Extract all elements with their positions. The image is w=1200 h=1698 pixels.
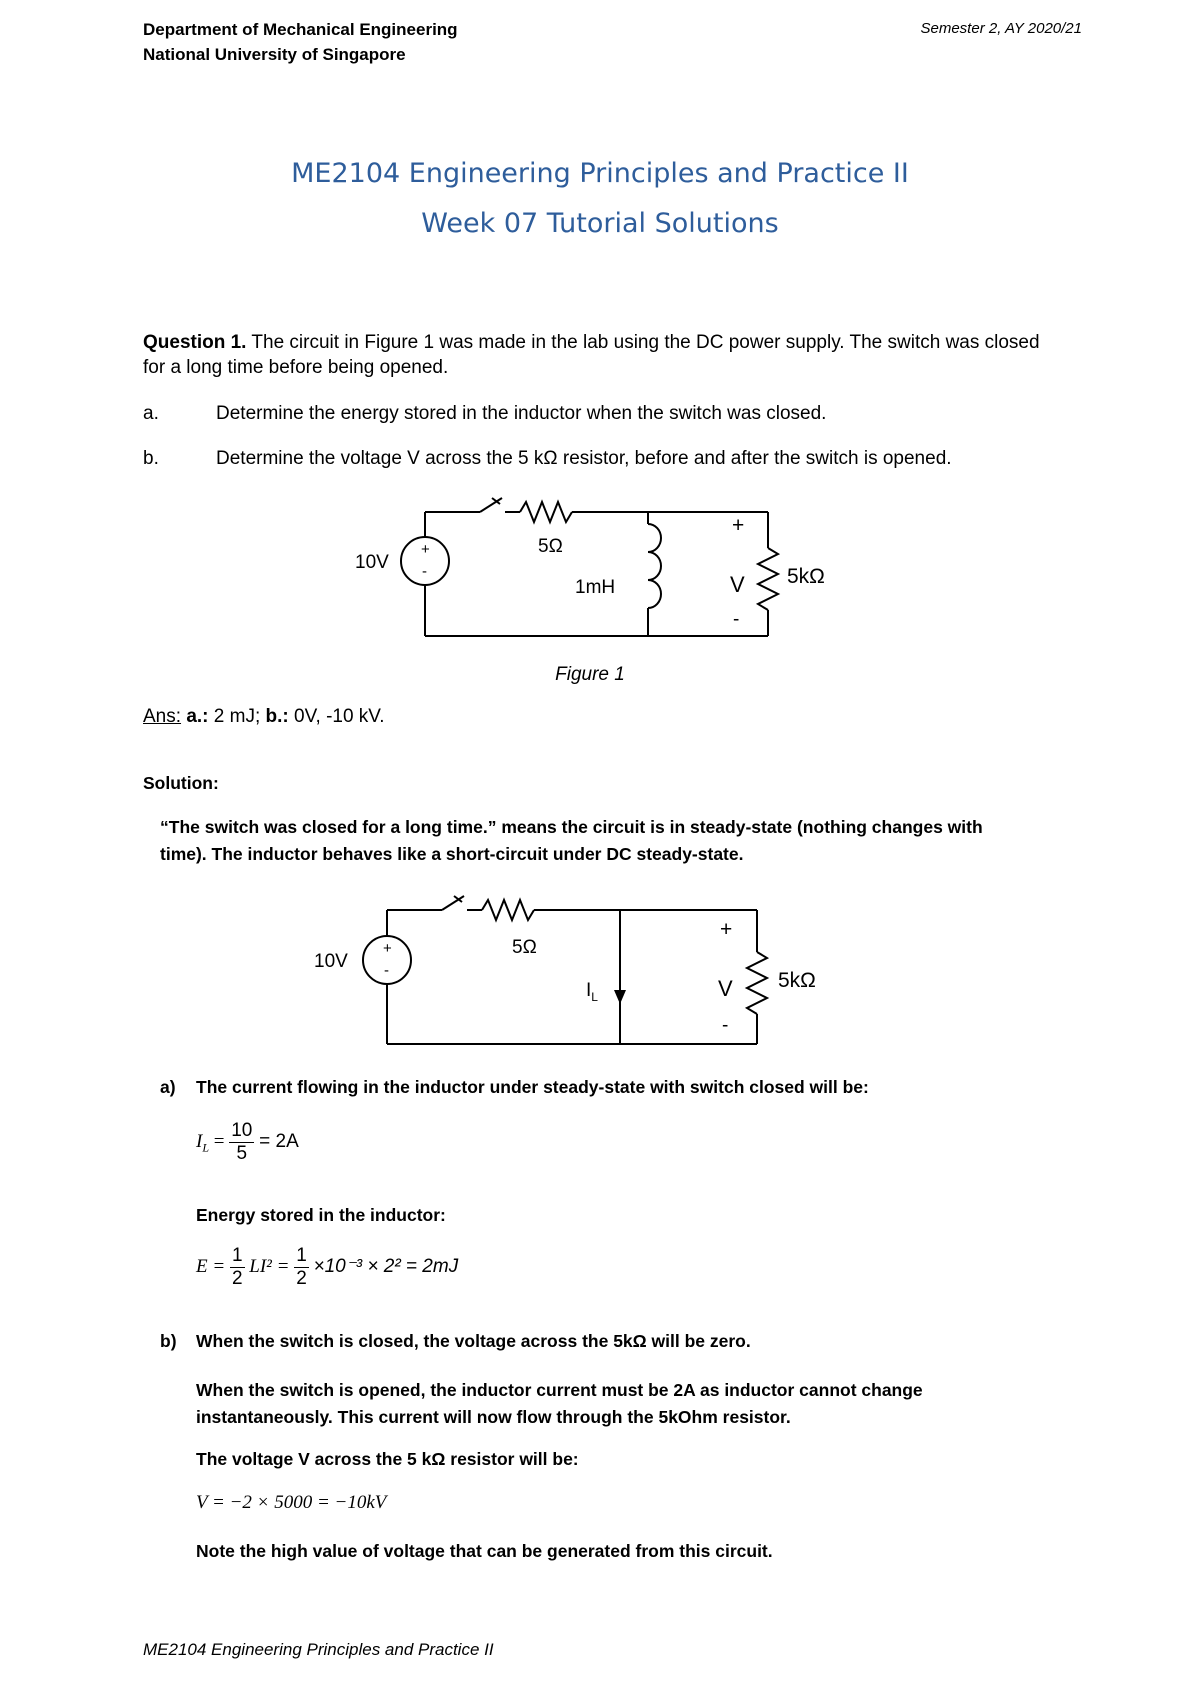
solution-a-text: The current flowing in the inductor under steady-state with switch closed will be: [196,1077,869,1097]
eq1-fraction [229,1120,254,1165]
solution-intro: “The switch was closed for a long time.” means the circuit is in steady-state (nothing changes with time). The inductor behaves like a short-circuit under DC steady-state. [160,817,983,864]
eq2-rhs: ×10⁻³ × 2² = 2mJ [313,1255,459,1277]
fig2-current-label [586,980,598,1004]
current-arrow-icon [614,990,626,1004]
eq2-num1: 1 [231,1245,243,1266]
university-name: National University of Singapore [143,45,406,64]
fig1-source-label: 10V [355,552,389,573]
fig1-resistor-label: 5Ω [538,536,563,557]
energy-text: Energy stored in the inductor: [196,1205,446,1225]
answer-line [143,704,385,729]
fig2-source-plus: + [383,940,392,957]
part-a-label: a. [143,403,159,424]
solution-b-text3: The voltage V across the 5 kΩ resistor will be: [196,1449,579,1469]
eq2-fraction-2 [294,1245,309,1290]
page-subtitle: Week 07 Tutorial Solutions [421,208,779,239]
question-text [143,330,1063,380]
solution-b-text1: When the switch is closed, the voltage across the 5kΩ will be zero. [196,1331,751,1351]
fig1-minus: - [733,609,740,630]
fig2-source-minus: - [384,962,389,979]
fig1-load-label: 5kΩ [787,565,825,588]
fig1-v-label: V [730,572,745,597]
eq2-lhs: E = [196,1255,226,1277]
fig2-plus: + [720,918,733,941]
figure2-circuit [300,888,860,1058]
fig2-source-label: 10V [314,951,348,972]
answer-b-label: b.: [265,706,289,727]
equation-energy [196,1245,458,1290]
part-b-text: Determine the voltage V across the 5 kΩ resistor, before and after the switch is opened. [216,448,952,469]
eq1-equals: = [213,1130,225,1152]
page-footer: ME2104 Engineering Principles and Practice II [143,1640,494,1659]
question-label: Question 1. [143,332,247,353]
figure1-caption: Figure 1 [555,664,625,685]
question-body: The circuit in Figure 1 was made in the lab using the DC power supply. The switch was closed for a long time before being opened. [143,332,1040,378]
eq2-mid: LI² = [249,1255,290,1277]
semester-label: Semester 2, AY 2020/21 [920,20,1082,37]
eq1-denominator: 5 [236,1143,248,1164]
eq2-num2: 1 [296,1245,307,1266]
course-title: ME2104 Engineering Principles and Practice II [291,158,909,189]
fig1-source-plus: + [421,541,430,558]
eq1-lhs-sub: L [202,1140,210,1155]
answer-a-value: 2 mJ; [208,706,266,727]
eq2-fraction-1 [230,1245,245,1290]
equation-current [196,1120,299,1165]
eq1-numerator: 10 [231,1120,253,1141]
part-a-text: Determine the energy stored in the inductor when the switch was closed. [216,403,827,424]
solution-b-text2: When the switch is opened, the inductor current must be 2A as inductor cannot change instantaneously. This current will now flow through the 5kOhm resistor. [196,1380,923,1427]
eq2-den1: 2 [231,1268,243,1289]
figure1-circuit [340,490,860,650]
fig2-v-label: V [718,976,733,1001]
answer-label: Ans: [143,706,182,727]
department-name: Department of Mechanical Engineering [143,20,458,39]
eq1-lhs: I [196,1130,203,1152]
fig1-plus: + [732,514,745,537]
equation-voltage: V = −2 × 5000 = −10kV [196,1492,387,1513]
fig2-minus: - [722,1015,729,1036]
solution-heading: Solution: [143,773,219,793]
solution-note: Note the high value of voltage that can be generated from this circuit. [196,1541,773,1561]
fig2-resistor-label: 5Ω [512,937,537,958]
solution-b-label: b) [160,1331,177,1351]
fig1-source-minus: - [422,563,427,580]
fig1-inductor-label: 1mH [575,577,616,598]
part-b-label: b. [143,448,159,469]
solution-a-label: a) [160,1077,176,1097]
answer-b-value: 0V, -10 kV. [288,706,385,727]
fig2-current-sub: L [591,990,598,1004]
fig2-load-label: 5kΩ [778,969,816,992]
answer-a-label: a.: [186,706,209,727]
eq1-rhs: = 2A [259,1130,299,1152]
fig2-current-main: I [586,980,592,1001]
eq2-den2: 2 [296,1268,307,1289]
